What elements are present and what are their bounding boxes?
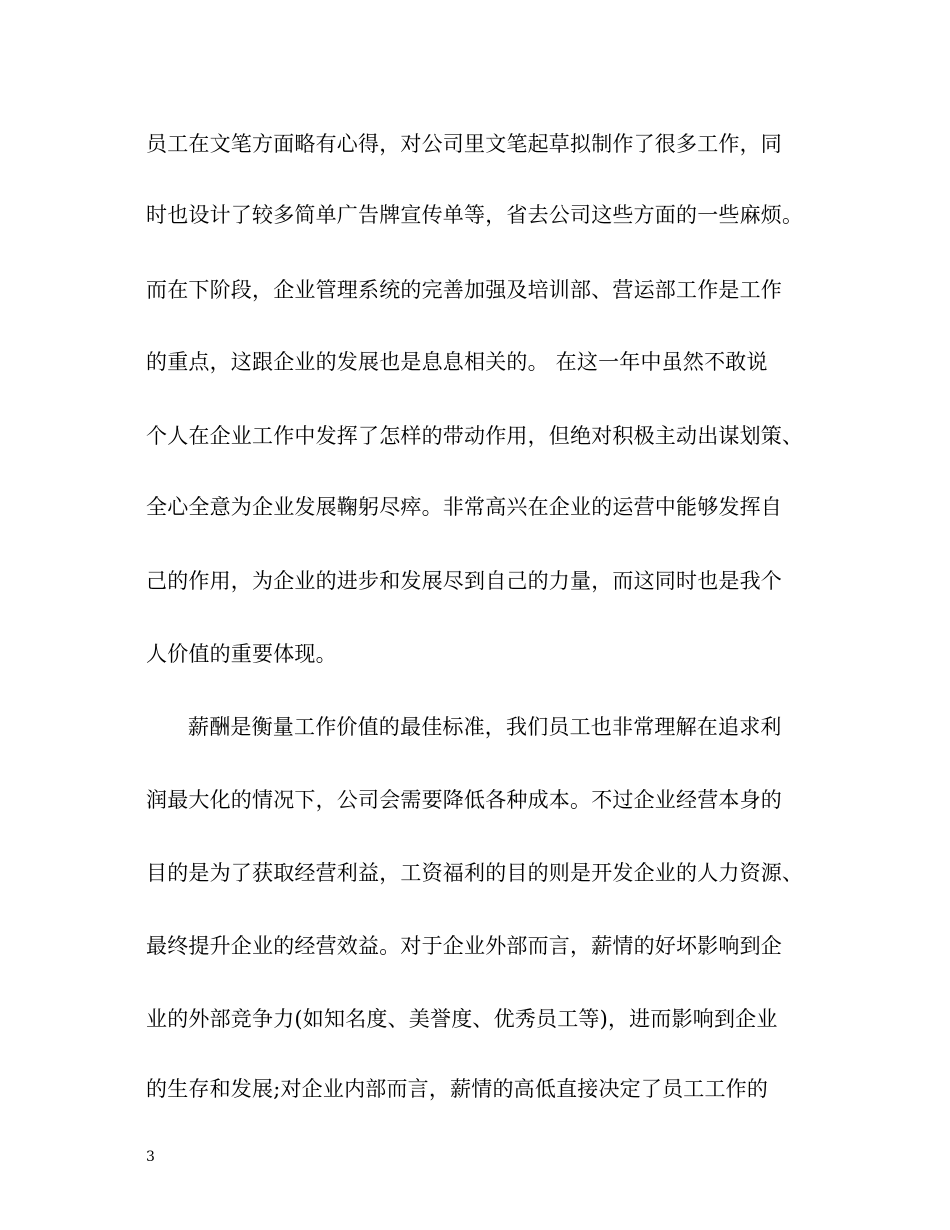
text-line: 而在下阶段，企业管理系统的完善加强及培训部、营运部工作是工作: [146, 278, 782, 302]
text-line: 业的外部竞争力(如知名度、美誉度、优秀员工等)，进而影响到企业: [146, 1007, 778, 1031]
text-line: 个人在企业工作中发挥了怎样的带动作用，但绝对积极主动出谋划策、: [146, 424, 804, 448]
text-line: 己的作用，为企业的进步和发展尽到自己的力量，而这同时也是我个: [146, 569, 782, 593]
text-line: 时也设计了较多简单广告牌宣传单等，省去公司这些方面的一些麻烦。: [146, 203, 804, 227]
page-number: 3: [146, 1149, 155, 1165]
text-line: 润最大化的情况下，公司会需要降低各种成本。不过企业经营本身的: [146, 788, 782, 812]
text-line: 目的是为了获取经营利益，工资福利的目的则是开发企业的人力资源、: [146, 861, 804, 885]
text-line: 的生存和发展;对企业内部而言，薪情的高低直接决定了员工工作的: [146, 1077, 769, 1101]
text-line: 最终提升企业的经营效益。对于企业外部而言，薪情的好坏影响到企: [146, 934, 782, 958]
text-line: 人价值的重要体现。: [146, 642, 337, 666]
paragraph-first-line: 薪酬是衡量工作价值的最佳标准，我们员工也非常理解在追求利: [188, 715, 782, 739]
text-line: 全心全意为企业发展鞠躬尽瘁。非常高兴在企业的运营中能够发挥自: [146, 495, 782, 519]
text-line: 员工在文笔方面略有心得，对公司里文笔起草拟制作了很多工作，同: [146, 132, 782, 156]
text-line: 的重点，这跟企业的发展也是息息相关的。 在这一年中虽然不敢说: [146, 350, 768, 374]
